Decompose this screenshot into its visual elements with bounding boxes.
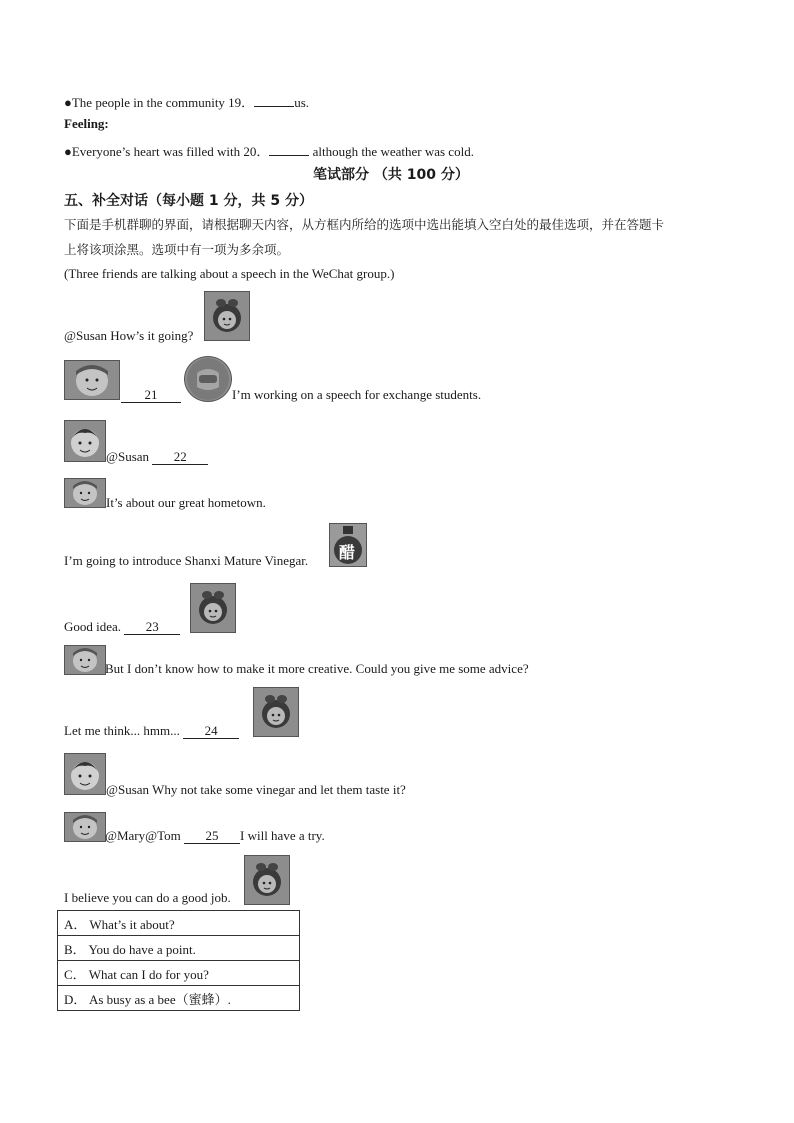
option-letter: A． bbox=[64, 916, 87, 932]
option-text: As busy as a bee（蜜蜂）. bbox=[88, 991, 231, 1007]
mary-avatar bbox=[244, 855, 290, 905]
answer-blank-25[interactable]: 25 bbox=[184, 829, 240, 844]
chat-msg-6-prefix: Good idea. bbox=[64, 619, 125, 634]
susan-avatar bbox=[64, 478, 106, 508]
answer-blank-23[interactable]: 23 bbox=[124, 620, 180, 635]
option-b[interactable] bbox=[58, 936, 300, 961]
heart-prefix: ●Everyone’s heart was filled with 20． bbox=[64, 144, 270, 159]
community-line bbox=[64, 92, 309, 111]
part-heading: 五、补全对话（每小题 1 分，共 5 分） bbox=[64, 193, 313, 209]
option-text: What can I do for you? bbox=[88, 966, 209, 982]
tom-avatar bbox=[64, 753, 106, 795]
chat-msg-8 bbox=[64, 723, 239, 739]
community-suffix: us. bbox=[294, 95, 309, 110]
answer-blank-22[interactable]: 22 bbox=[152, 450, 208, 465]
feeling-label: Feeling: bbox=[64, 116, 109, 131]
instructions-line-1: 下面是手机群聊的界面，请根据聊天内容，从方框内所给的选项中选出能填入空白处的最佳选项，并在答题卡 bbox=[64, 217, 665, 232]
option-d[interactable] bbox=[58, 986, 300, 1011]
option-text: What’s it about? bbox=[89, 916, 175, 932]
answer-blank-19[interactable] bbox=[254, 106, 294, 107]
susan-avatar bbox=[64, 645, 106, 675]
chat-msg-3 bbox=[106, 449, 208, 465]
option-a[interactable] bbox=[58, 911, 300, 936]
chat-msg-6 bbox=[64, 619, 180, 635]
chat-msg-5: I’m going to introduce Shanxi Mature Vinegar. bbox=[64, 553, 309, 568]
option-text: You do have a point. bbox=[88, 941, 196, 957]
chat-msg-3-prefix: @Susan bbox=[106, 449, 153, 464]
answer-blank-20[interactable] bbox=[269, 155, 309, 156]
mary-avatar bbox=[204, 291, 250, 341]
options-box bbox=[57, 910, 300, 1011]
facepalm-icon bbox=[184, 356, 232, 402]
instructions-line-2: 上将该项涂黑。选项中有一项为多余项。 bbox=[64, 242, 290, 257]
answer-blank-21[interactable]: 21 bbox=[121, 388, 181, 403]
option-letter: D． bbox=[64, 991, 87, 1007]
susan-avatar bbox=[64, 812, 106, 842]
vinegar-label: 醋 bbox=[339, 543, 356, 562]
section-title: 笔试部分 （共 100 分） bbox=[313, 167, 469, 183]
chat-msg-11: I believe you can do a good job. bbox=[64, 890, 231, 905]
chat-msg-10-suffix: I will have a try. bbox=[240, 828, 325, 843]
community-prefix: ●The people in the community 19． bbox=[64, 95, 255, 110]
mary-avatar bbox=[190, 583, 236, 633]
chat-msg-2-blank-wrap bbox=[121, 387, 181, 403]
chat-msg-4: It’s about our great hometown. bbox=[106, 495, 266, 510]
option-c[interactable] bbox=[58, 961, 300, 986]
option-letter: B． bbox=[64, 941, 86, 957]
chat-msg-8-prefix: Let me think... hmm... bbox=[64, 723, 184, 738]
susan-avatar bbox=[64, 360, 120, 400]
heart-suffix: although the weather was cold. bbox=[309, 144, 474, 159]
chat-msg-10-prefix: @Mary@Tom bbox=[105, 828, 184, 843]
vinegar-bottle-icon bbox=[329, 523, 367, 567]
heart-line bbox=[64, 141, 474, 160]
answer-blank-24[interactable]: 24 bbox=[183, 724, 239, 739]
option-letter: C． bbox=[64, 966, 86, 982]
mary-avatar bbox=[253, 687, 299, 737]
context-line: (Three friends are talking about a speech in the WeChat group.) bbox=[64, 266, 395, 281]
tom-avatar bbox=[64, 420, 106, 462]
chat-msg-10 bbox=[105, 828, 325, 844]
chat-msg-7: But I don’t know how to make it more creative. Could you give me some advice? bbox=[105, 661, 529, 676]
chat-msg-1: @Susan How’s it going? bbox=[64, 328, 194, 343]
chat-msg-9: @Susan Why not take some vinegar and let them taste it? bbox=[106, 782, 406, 797]
chat-msg-2: I’m working on a speech for exchange students. bbox=[232, 387, 482, 402]
